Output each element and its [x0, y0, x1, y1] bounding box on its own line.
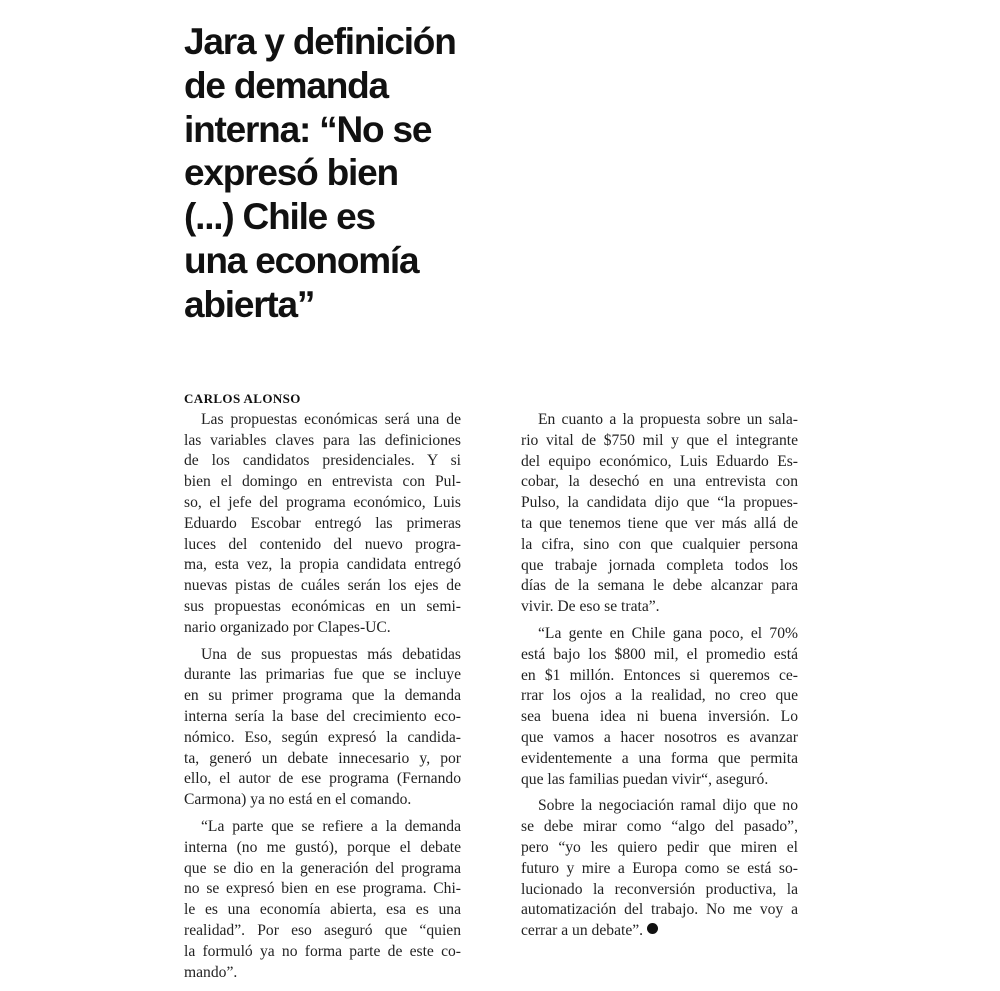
text-line: automatización del trabajo. No me voy a: [521, 901, 798, 919]
text-line: Una de sus propuestas más debatidas: [201, 645, 461, 663]
headline-line: una economía: [184, 239, 419, 281]
text-line: que se dio en la generación del programa: [184, 859, 461, 877]
text-line: lucionado la reconversión productiva, la: [521, 880, 798, 898]
text-line: ma, esta vez, la propia candidata entregó: [184, 556, 461, 574]
author-byline: CARLOS ALONSO: [184, 391, 301, 406]
text-line: “La gente en Chile gana poco, el 70%: [538, 624, 798, 642]
text-line: Eduardo Escobar entregó las primeras: [184, 514, 461, 532]
text-line: en su primer programa que la demanda: [184, 687, 461, 705]
headline-line: interna: “No se: [184, 108, 432, 150]
article-paragraph: [521, 624, 798, 790]
headline-line: de demanda: [184, 64, 388, 106]
text-line: que vamos a hacer nosotros es avanzar: [521, 728, 798, 746]
text-line: nómico. Eso, según expresó la candida-: [184, 728, 461, 746]
text-line: Carmona) ya no está en el comando.: [184, 791, 412, 809]
text-line: no se expresó bien en ese programa. Chi-: [184, 880, 461, 898]
text-line: rio vital de $750 mil y que el integrante: [521, 431, 798, 449]
article-end-mark-icon: [647, 923, 658, 934]
article-paragraph: [184, 817, 461, 983]
text-line: so, el jefe del programa económico, Luis: [184, 493, 461, 511]
text-line: que las familias puedan vivir“, aseguró.: [521, 770, 769, 788]
text-line: durante las primarias fue que se incluye: [184, 666, 461, 684]
text-line: En cuanto a la propuesta sobre un sala-: [538, 411, 798, 428]
text-line: Sobre la negociación ramal dijo que no: [538, 797, 798, 815]
text-line: Las propuestas económicas será una de: [201, 410, 461, 428]
text-line: sea buena idea ni buena inversión. Lo: [521, 708, 798, 726]
article-paragraph: [184, 410, 461, 639]
text-line: cerrar a un debate”.: [521, 921, 798, 942]
headline-line: (...) Chile es: [184, 196, 375, 238]
text-line: Pulso, la candidata dijo que “la propues-: [521, 494, 798, 512]
text-line: ta, generó un debate innecesario y, por: [184, 749, 461, 767]
text-line: las variables claves para las definiciones: [184, 431, 461, 449]
text-line: la formuló ya no forma parte de este co-: [184, 942, 461, 960]
text-line: en $1 millón. Entonces si queremos ce-: [521, 666, 798, 684]
headline-line: Jara y definición: [184, 21, 456, 62]
text-line: nario organizado por Clapes-UC.: [184, 618, 391, 636]
text-line: se debe mirar como “algo del pasado”,: [521, 818, 798, 836]
article-paragraph: [521, 796, 798, 942]
text-line: de los candidatos presidenciales. Y si: [184, 452, 461, 470]
text-line: días de la semana le debe alcanzar para: [521, 577, 798, 595]
text-line: ta que tenemos tiene que ver más allá de: [521, 514, 798, 532]
text-line: le es una economía abierta, esa es una: [184, 901, 461, 919]
text-line: “La parte que se refiere a la demanda: [201, 817, 461, 835]
text-line: vivir. De eso se trata”.: [521, 598, 660, 616]
article-paragraph: [521, 410, 798, 618]
text-line: nuevas pistas de cuáles serán los ejes de: [184, 577, 461, 595]
text-line: sus propuestas económicas en un semi-: [184, 597, 461, 615]
text-line: del equipo económico, Luis Eduardo Es-: [521, 452, 798, 470]
text-line: futuro y mire a Europa como se está so-: [521, 859, 798, 877]
article-column-right: [521, 410, 798, 948]
text-line: interna sería la base del crecimiento eco-: [184, 707, 461, 725]
text-line: está bajo los $800 mil, el promedio está: [521, 645, 798, 663]
text-line: interna (no me gustó), porque el debate: [184, 838, 461, 856]
text-line: la cifra, sino con que cualquier persona: [521, 535, 798, 553]
text-line: evidentemente a una forma que permita: [521, 749, 798, 767]
text-line: rrar los ojos a la realidad, no creo que: [521, 687, 798, 705]
headline-line: expresó bien: [184, 152, 398, 194]
text-line: bien el domingo en entrevista con Pul-: [184, 473, 461, 491]
text-line: ello, el autor de ese programa (Fernando: [184, 770, 461, 788]
headline-line: abierta”: [184, 283, 315, 325]
text-line: mando”.: [184, 963, 238, 981]
text-line: realidad”. Por eso aseguró que “quien: [184, 921, 461, 939]
text-line: pero “yo les quiero pedir que miren el: [521, 838, 798, 856]
article-headline: [184, 20, 484, 327]
text-line: cobar, la desechó en una entrevista con: [521, 473, 798, 491]
text-line: que trabaje jornada completa todos los: [521, 556, 798, 574]
article-paragraph: [184, 645, 461, 811]
text-line: luces del contenido del nuevo progra-: [184, 535, 461, 553]
article-column-left: [184, 389, 461, 989]
